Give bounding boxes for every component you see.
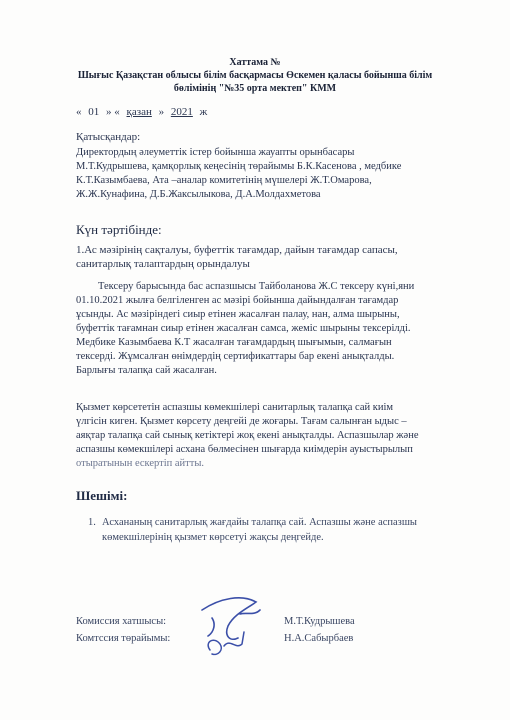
organization-line-1: Шығыс Қазақстан облысы білім басқармасы Өскемен қаласы бойынша білім — [77, 70, 433, 81]
participants-label: Қатысқандар: — [76, 131, 141, 143]
decision-heading: Шешімі: — [76, 488, 128, 503]
date-quote-mid: » « — [106, 106, 120, 118]
paragraph-line: Тексеру барысында бас аспазшысы Тайболанова Ж.С тексеру күні,яни — [98, 281, 415, 292]
paragraph-line: аяқтар талапқа сай сынық кетіктері жоқ екені анықталды. Аспазшылар және — [76, 430, 419, 441]
paragraph-line: буфеттік тағамнан сиыр етінен жасалған самса, жеміс шырыны тексерілді. — [76, 323, 411, 334]
paragraph-line: ұсынды. Ас мәзіріндегі сиыр етінен жасалған палау, нан, алма шырыны, — [76, 309, 400, 320]
date-suffix: ж — [199, 106, 208, 118]
participants-line: К.Т.Казымбаева, Ата –аналар комитетінің мүшелері Ж.Т.Омарова, — [76, 175, 372, 186]
signature-role: Комтссия төрайымы: — [76, 633, 171, 644]
agenda-line: санитарлық талаптардың орындалуы — [76, 258, 250, 270]
decision-text: Асхананың санитарлық жағдайы талапқа сай. Аспазшы және аспазшы көмекшілерінің қызмет көрсетуі жақсы деңгейде. — [102, 517, 417, 543]
participants-list — [76, 146, 448, 202]
date-month: қазан — [126, 106, 152, 118]
date-year: 2021 — [170, 106, 193, 118]
participants-line: Директордың әлеуметтік істер бойынша жауапты орынбасары — [76, 147, 355, 158]
agenda-line: 1.Ас мәзірінің сақталуы, буфеттік тағамдар, дайын тағамдар сапасы, — [76, 244, 398, 256]
signature-name: М.Т.Кудрышева — [284, 616, 355, 627]
paragraph-line: тексерді. Жұмсалған өнімдердің сертификаттары бар екені анықталды. — [76, 351, 395, 362]
paragraph-line: Барлығы талапқа сай жасалған. — [76, 365, 217, 376]
decision-number: 1. — [88, 517, 96, 528]
paragraph-line: үлгісін киген. Қызмет көрсету деңгейі де жоғары. Тағам салынған ыдыс – — [76, 416, 407, 427]
date-quote-open: « — [76, 106, 82, 118]
inspection-paragraph — [76, 280, 448, 378]
participants-line: Ж.Ж.Кунафина, Д.Б.Жаксылыкова, Д.А.Молдахметова — [76, 189, 321, 200]
signature-role: Комиссия хатшысы: — [76, 616, 167, 627]
decision-item — [88, 515, 448, 545]
agenda-heading: Күн тәртібінде: — [76, 222, 162, 237]
signature-row-secretary — [76, 616, 456, 632]
paragraph-line: 01.10.2021 жылға белгіленген ас мәзірі бойынша дайындалған тағамдар — [76, 295, 399, 306]
organization-line-2: бөлімінің "№35 орта мектеп" КММ — [173, 83, 337, 94]
paragraph-line: Медбике Казымбаева К.Т жасалған тағамдардың шығымын, салмағын — [76, 337, 392, 348]
paragraph-line: отыратынын ескертіп айтты. — [76, 458, 205, 469]
date-quote-close: » — [158, 106, 165, 118]
service-paragraph — [76, 401, 448, 471]
agenda-item — [76, 243, 448, 271]
signature-name: Н.А.Сабырбаев — [284, 633, 354, 644]
date-day: 01 — [88, 106, 100, 118]
protocol-title: Хаттама № — [229, 57, 281, 68]
paragraph-line: аспазшы көмекшілері асхана бөлмесінен шығарда киімдерін ауыстырылып — [76, 444, 413, 455]
document-header — [0, 56, 510, 95]
protocol-date — [76, 106, 211, 118]
paragraph-line: Қызмет көрсететін аспазшы көмекшілері санитарлық талапқа сай киім — [76, 402, 393, 413]
participants-line: М.Т.Кудрышева, қамқорлық кеңесінің төрайымы Б.К.Касенова , медбике — [76, 161, 402, 172]
signature-row-chair — [76, 633, 456, 649]
